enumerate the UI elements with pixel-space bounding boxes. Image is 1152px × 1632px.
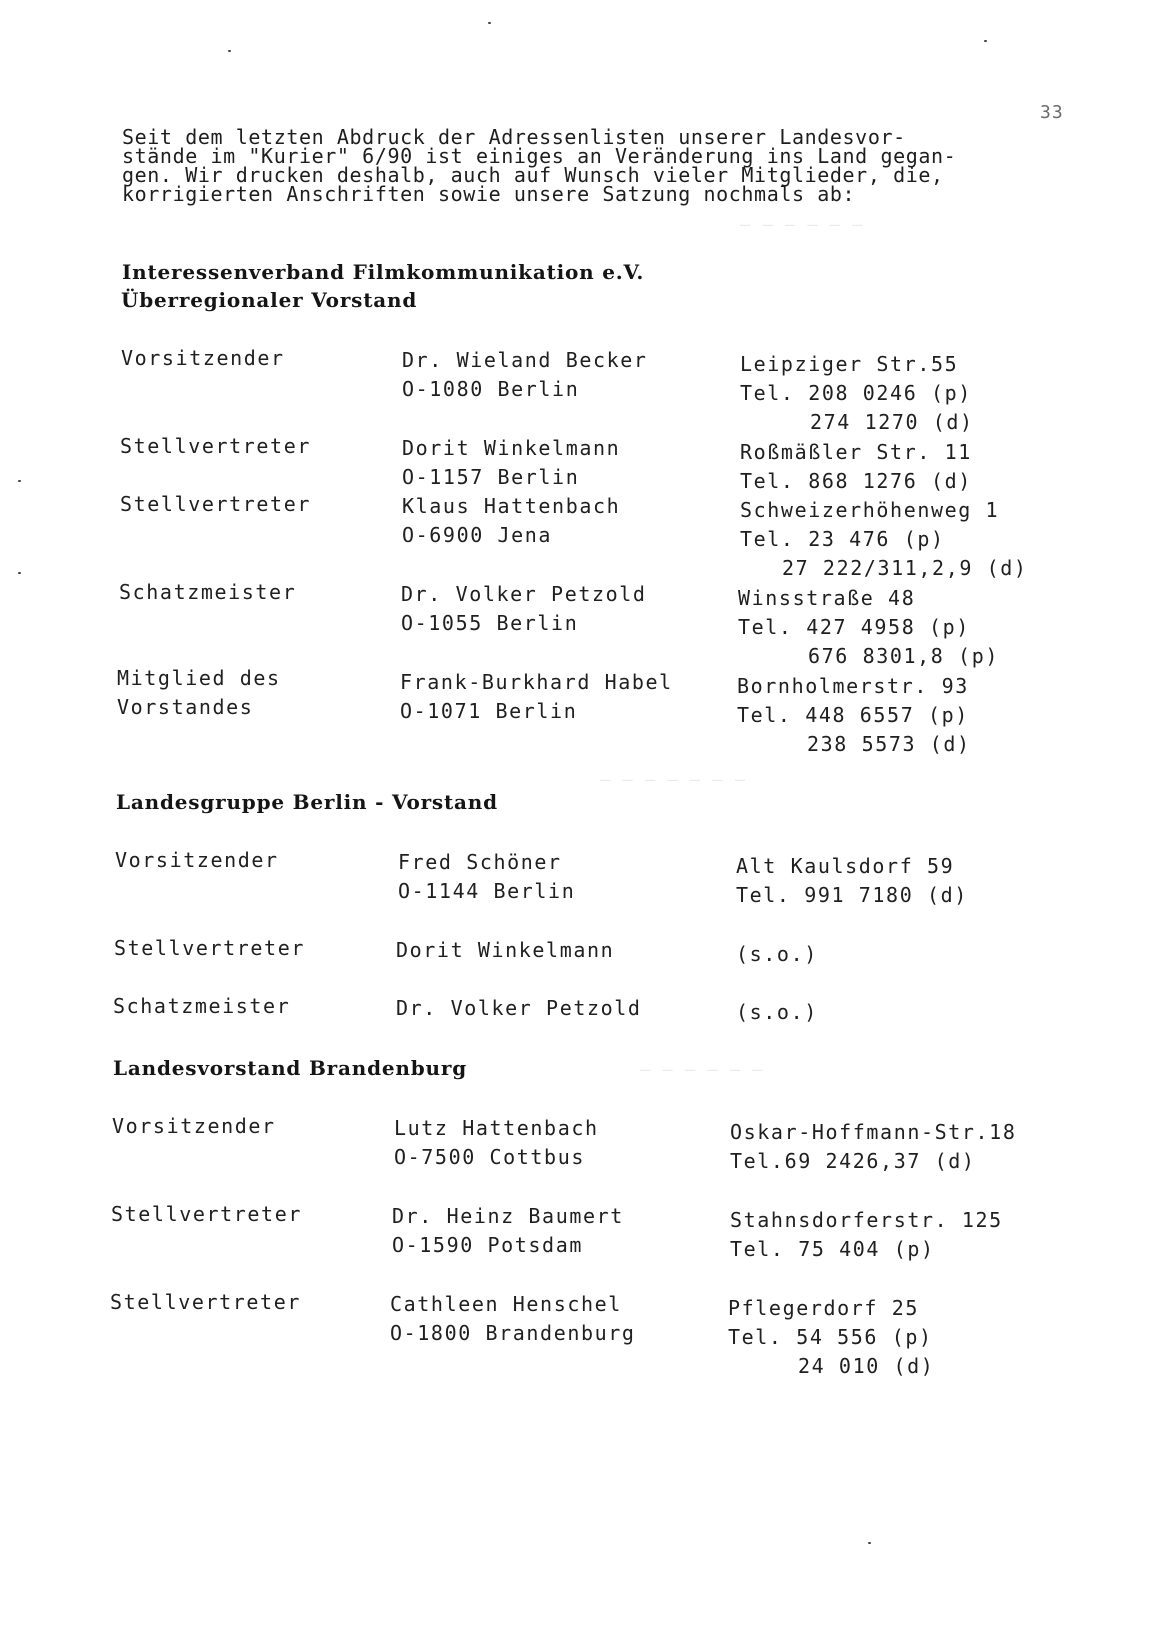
section-title: Landesvorstand Brandenburg <box>113 1056 468 1080</box>
entry-name: Dr. Volker Petzold <box>401 582 647 606</box>
bleed-through-text: — — — — — — — <box>600 770 747 790</box>
entry-phone: 676 8301,8 (p) <box>808 644 999 668</box>
entry-phone: Tel. 448 6557 (p) <box>737 703 969 727</box>
entry-address <box>730 1118 1016 1176</box>
intro-line: korrigierten Anschriften sowie unsere Satzung nochmals ab: <box>122 182 856 206</box>
entry-role: Stellvertreter <box>120 434 311 458</box>
entry-street: Alt Kaulsdorf 59 <box>736 854 955 878</box>
entry-street: Winsstraße 48 <box>738 586 916 610</box>
page-number: 33 <box>1040 102 1064 123</box>
entry-role-line: Vorstandes <box>117 695 254 719</box>
entry-person <box>402 492 620 550</box>
entry-person <box>402 346 648 404</box>
speck <box>18 480 21 482</box>
entry-address <box>740 496 1028 583</box>
entry-name: Dr. Heinz Baumert <box>392 1204 624 1228</box>
entry-city: O-1590 Potsdam <box>392 1233 583 1257</box>
entry-name: Dorit Winkelmann <box>402 436 621 460</box>
entry-role: Schatzmeister <box>119 580 297 604</box>
entry-city: O-7500 Cottbus <box>394 1145 585 1169</box>
entry-person <box>394 1114 599 1172</box>
entry-role: Vorsitzender <box>115 848 279 872</box>
entry-street: Pflegerdorf 25 <box>728 1296 919 1320</box>
entry-city: O-1071 Berlin <box>400 699 578 723</box>
entry-phone: Tel. 868 1276 (d) <box>740 469 972 493</box>
entry-role: Schatzmeister <box>113 994 291 1018</box>
intro-line: gen. Wir drucken deshalb, auch auf Wunsch vieler Mitglieder, die, <box>122 163 944 187</box>
entry-address <box>738 584 999 671</box>
entry-person <box>398 848 575 906</box>
entry-city: O-1800 Brandenburg <box>390 1321 636 1345</box>
entry-role: Stellvertreter <box>120 492 311 516</box>
entry-name: Cathleen Henschel <box>390 1292 622 1316</box>
intro-line: stände im "Kurier" 6/90 ist einiges an Veränderung ins Land gegan- <box>122 144 957 168</box>
entry-address <box>728 1294 934 1381</box>
bleed-through-text: — — — — — — <box>740 215 864 235</box>
entry-address <box>737 672 971 759</box>
entry-role: Vorsitzender <box>112 1114 276 1138</box>
entry-city: O-1055 Berlin <box>401 611 579 635</box>
entry-street: Schweizerhöhenweg 1 <box>740 498 1000 522</box>
entry-name: Dr. Wieland Becker <box>402 348 648 372</box>
speck <box>18 572 21 574</box>
entry-street: Roßmäßler Str. 11 <box>740 440 972 464</box>
section-title: Interessenverband Filmkommunikation e.V. <box>122 260 645 284</box>
entry-street: Leipziger Str.55 <box>740 352 959 376</box>
entry-see-above: (s.o.) <box>736 1000 818 1024</box>
entry-phone: Tel. 75 404 (p) <box>730 1237 935 1261</box>
entry-phone: Tel. 208 0246 (p) <box>740 381 972 405</box>
intro-paragraph <box>122 125 1082 206</box>
entry-role: Stellvertreter <box>110 1290 301 1314</box>
section-subtitle: Überregionaler Vorstand <box>121 288 418 312</box>
entry-street: Stahnsdorferstr. 125 <box>730 1208 1003 1232</box>
entry-address <box>736 852 968 910</box>
entry-phone: Tel. 991 7180 (d) <box>736 883 968 907</box>
entry-role-line: Mitglied des <box>117 666 281 690</box>
entry-street: Oskar-Hoffmann-Str.18 <box>730 1120 1017 1144</box>
entry-phone: 274 1270 (d) <box>810 410 974 434</box>
entry-person <box>401 580 647 638</box>
entry-phone: 27 222/311,2,9 (d) <box>782 556 1028 580</box>
entry-see-above: (s.o.) <box>736 942 818 966</box>
entry-person <box>402 434 620 492</box>
entry-phone: 24 010 (d) <box>798 1354 935 1378</box>
entry-address <box>740 438 972 496</box>
speck <box>984 40 987 42</box>
speck <box>868 1542 871 1544</box>
entry-phone: Tel. 427 4958 (p) <box>738 615 970 639</box>
entry-phone: Tel. 54 556 (p) <box>728 1325 933 1349</box>
entry-address <box>740 350 974 437</box>
entry-name: Klaus Hattenbach <box>402 494 621 518</box>
entry-person <box>400 668 673 726</box>
entry-person <box>392 1202 624 1260</box>
entry-phone: 238 5573 (d) <box>807 732 971 756</box>
entry-street: Bornholmerstr. 93 <box>737 674 969 698</box>
entry-name: Dr. Volker Petzold <box>396 996 642 1020</box>
entry-name: Lutz Hattenbach <box>394 1116 599 1140</box>
entry-city: O-6900 Jena <box>402 523 553 547</box>
entry-city: O-1157 Berlin <box>402 465 580 489</box>
section-title: Landesgruppe Berlin - Vorstand <box>116 790 498 814</box>
entry-name: Frank-Burkhard Habel <box>400 670 673 694</box>
entry-city: O-1080 Berlin <box>402 377 580 401</box>
entry-role: Stellvertreter <box>111 1202 302 1226</box>
entry-city: O-1144 Berlin <box>398 879 576 903</box>
entry-name: Dorit Winkelmann <box>396 938 615 962</box>
entry-phone: Tel. 23 476 (p) <box>740 527 945 551</box>
entry-role: Vorsitzender <box>121 346 285 370</box>
entry-address <box>730 1206 1003 1264</box>
entry-role <box>117 664 281 722</box>
bleed-through-text: — — — — — — <box>640 1060 764 1080</box>
entry-role: Stellvertreter <box>114 936 305 960</box>
entry-name: Fred Schöner <box>398 850 562 874</box>
speck <box>228 50 231 52</box>
entry-person <box>390 1290 636 1348</box>
intro-line: Seit dem letzten Abdruck der Adressenlisten unserer Landesvor- <box>122 125 906 149</box>
speck <box>488 22 491 24</box>
entry-phone: Tel.69 2426,37 (d) <box>730 1149 976 1173</box>
